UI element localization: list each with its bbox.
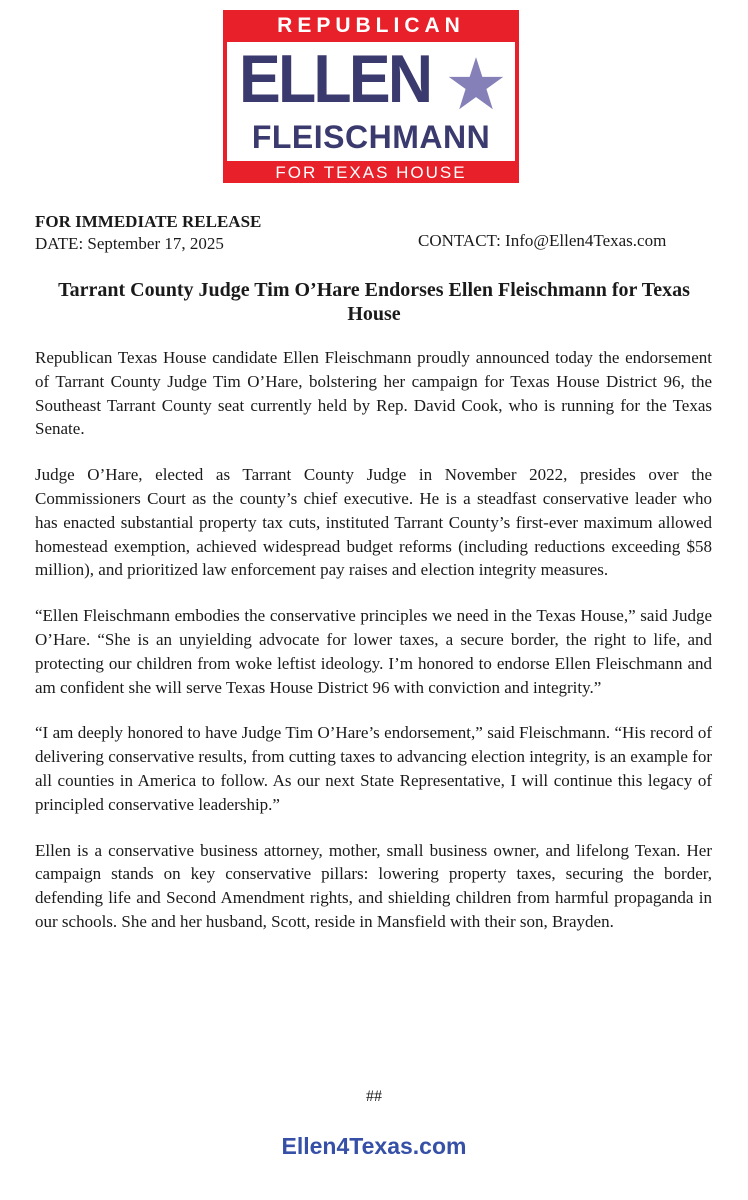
body-paragraph: “Ellen Fleischmann embodies the conservative principles we need in the Texas House,” said Judge O’Hare. “She is an unyielding advocate for lower taxes, a secure border, the right to life, and protecting our children from woke leftist ideology. I’m honored to endorse Ellen Fleischmann and am confident she will serve Texas House District 96 with conviction and integrity.” [35, 606, 712, 697]
body-paragraph: Ellen is a conservative business attorney, mother, small business owner, and lifelong Texan. Her campaign stands on key conservative pillars: lowering property taxes, securing the border, defending life and Second Amendment rights, and shielding children from harmful propaganda in our schools. She and her husband, Scott, reside in Mansfield with their son, Brayden. [35, 840, 712, 931]
body-paragraph: Republican Texas House candidate Ellen Fleischmann proudly announced today the endorsement of Tarrant County Judge Tim O’Hare, bolstering her campaign for Texas House District 96, the Southeast Tarrant County seat currently held by Rep. David Cook, who is running for the Texas Senate. [35, 348, 712, 439]
press-headline: Tarrant County Judge Tim O’Hare Endorses Ellen Fleischmann for Texas House [58, 279, 690, 325]
press-body [35, 346, 712, 956]
release-label: FOR IMMEDIATE RELEASE [35, 212, 262, 231]
contact-info: CONTACT: Info@Ellen4Texas.com [418, 231, 667, 250]
star-icon [447, 56, 505, 111]
body-paragraph: Judge O’Hare, elected as Tarrant County Judge in November 2022, presides over the Commissioners Court as the county’s chief executive. He is a steadfast conservative leader who has enacted substantial property tax cuts, instituted Tarrant County’s first-ever maximum allowed homestead exemption, achieved widespread budget reforms (including reductions exceeding $58 million), and prioritized law enforcement pay raises and election integrity measures. [35, 465, 712, 580]
logo-office-label: FOR TEXAS HOUSE [275, 163, 467, 182]
logo-party-label: REPUBLICAN [277, 14, 465, 37]
end-mark: ## [366, 1088, 382, 1105]
release-date: DATE: September 17, 2025 [35, 234, 224, 253]
logo-last-name: FLEISCHMANN [251, 119, 491, 155]
logo-name-panel [227, 42, 515, 161]
website-link[interactable]: Ellen4Texas.com [281, 1133, 467, 1159]
body-paragraph: “I am deeply honored to have Judge Tim O’Hare’s endorsement,” said Fleischmann. “His record of delivering conservative results, from cutting taxes to advancing election integrity, is an example for all counties in America to follow. As our next State Representative, I will continue this legacy of principled conservative leadership.” [35, 723, 712, 814]
campaign-logo [223, 10, 519, 183]
logo-first-name: ELLEN [239, 41, 431, 117]
